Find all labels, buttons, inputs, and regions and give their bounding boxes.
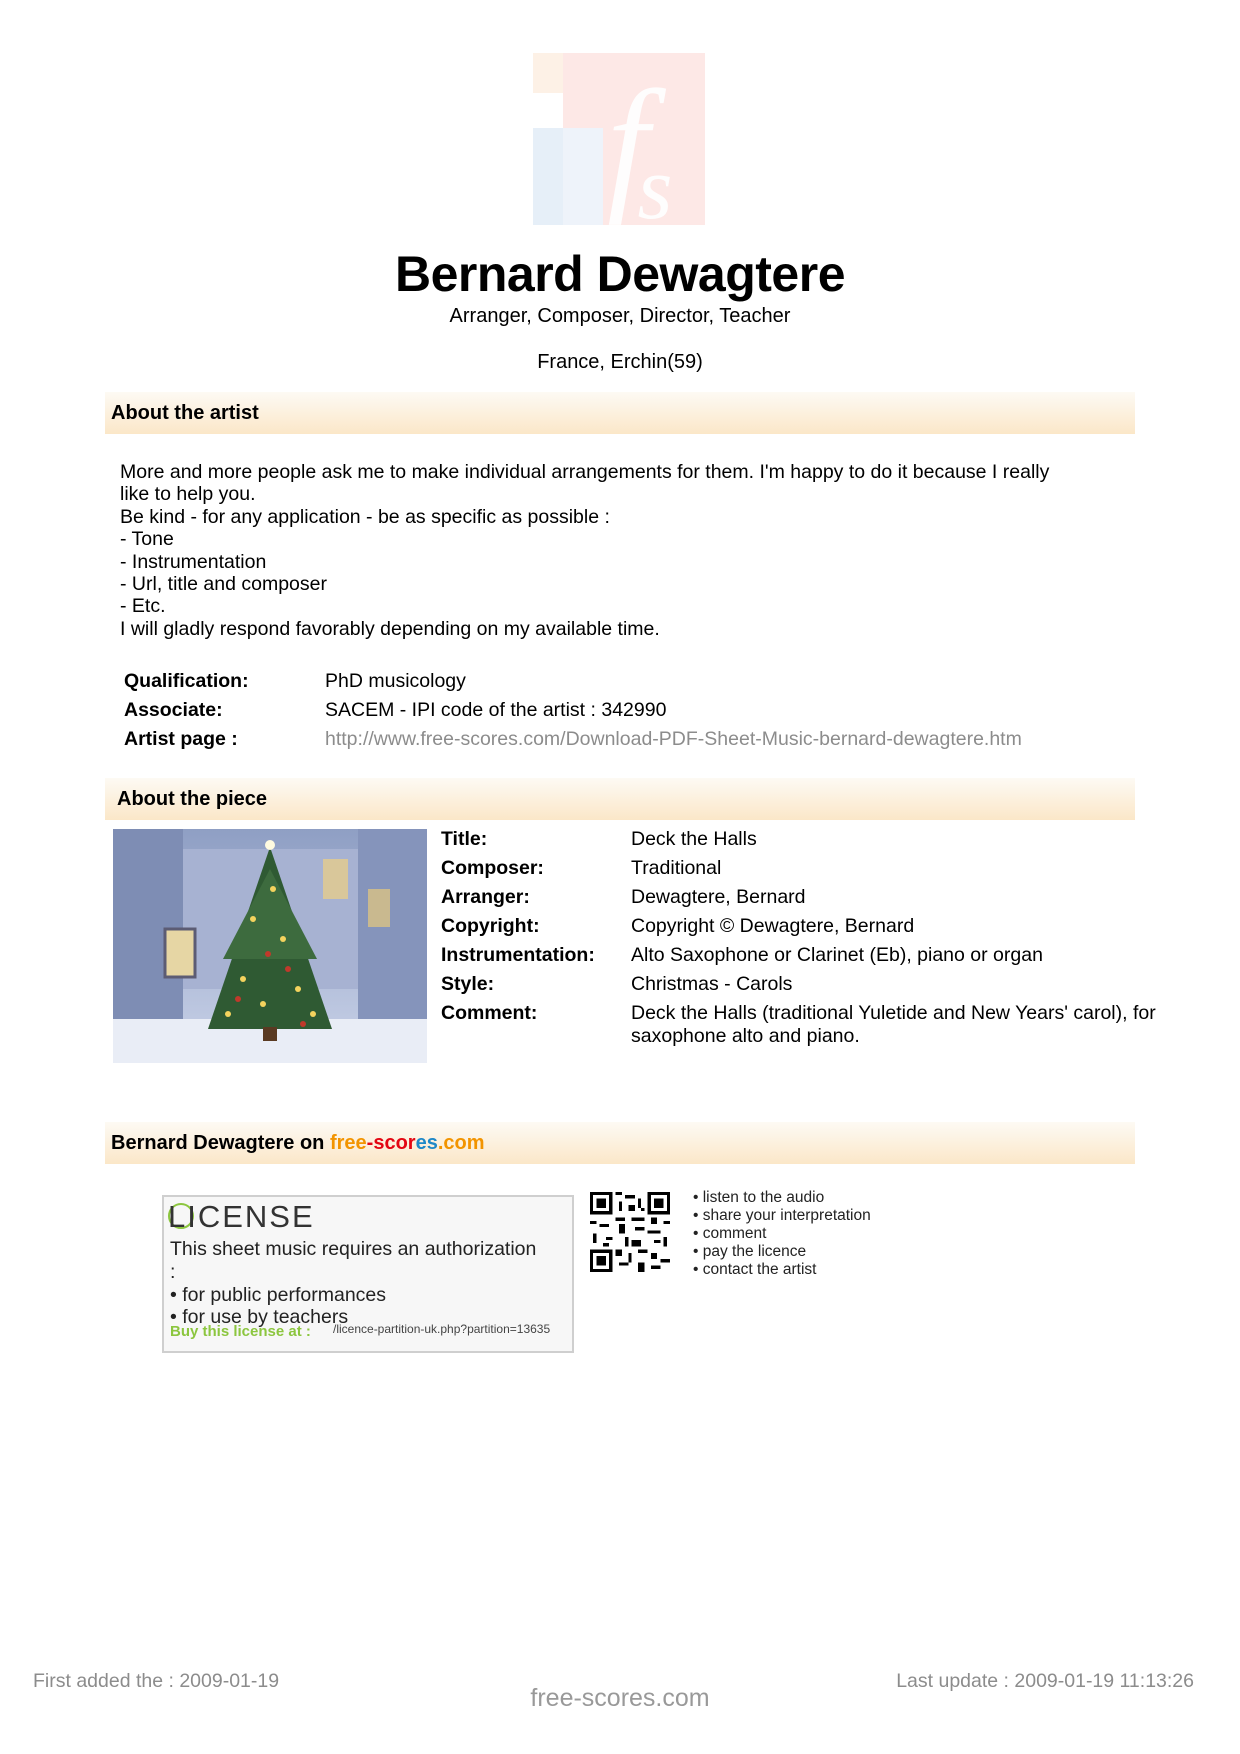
title-label: Title:	[441, 828, 488, 850]
artist-page-label: Artist page :	[124, 728, 238, 750]
style-label: Style:	[441, 973, 495, 995]
comment-label: Comment:	[441, 1002, 538, 1024]
action-share[interactable]: • share your interpretation	[693, 1207, 871, 1224]
copyright-value: Copyright © Dewagtere, Bernard	[631, 915, 915, 937]
license-line: • for use by teachers	[170, 1306, 349, 1328]
about-line: Be kind - for any application - be as specific as possible :	[120, 505, 610, 528]
instrumentation-label: Instrumentation:	[441, 944, 595, 966]
site-part-free: free	[329, 1132, 367, 1154]
about-line: More and more people ask me to make individual arrangements for them. I'm happy to do it because I really	[120, 461, 1050, 483]
svg-text:s: s	[637, 139, 673, 225]
site-part-scor: scor	[373, 1132, 416, 1154]
title-value: Deck the Halls	[631, 828, 757, 850]
about-line: - Tone	[120, 528, 174, 551]
license-line: • for public performances	[170, 1284, 387, 1306]
about-piece-header	[105, 778, 1135, 820]
license-line: This sheet music requires an authorization	[170, 1238, 537, 1260]
license-line: :	[170, 1261, 176, 1283]
comment-value: Deck the Halls (traditional Yuletide and New Years' carol), for	[631, 1002, 1156, 1024]
about-line: - Instrumentation	[120, 550, 267, 573]
action-listen[interactable]: • listen to the audio	[693, 1189, 825, 1206]
about-piece-heading: About the piece	[117, 788, 268, 810]
first-added: First added the : 2009-01-19	[33, 1670, 280, 1692]
about-artist-heading: About the artist	[111, 402, 259, 424]
on-site-header	[105, 1122, 1135, 1164]
associate-value: SACEM - IPI code of the artist : 342990	[325, 699, 667, 721]
qualification-label: Qualification:	[124, 670, 249, 692]
associate-label: Associate:	[124, 699, 223, 721]
artist-location: France, Erchin(59)	[537, 351, 703, 373]
on-site-heading	[111, 1132, 485, 1155]
christmas-tree-image	[113, 829, 427, 1063]
copyright-label: Copyright:	[441, 915, 540, 937]
about-line: - Url, title and composer	[120, 573, 327, 596]
arranger-label: Arranger:	[441, 886, 530, 908]
action-comment[interactable]: • comment	[693, 1225, 767, 1242]
svg-text:f: f	[607, 60, 649, 225]
about-artist-header	[105, 392, 1135, 434]
qr-code[interactable]	[590, 1192, 670, 1272]
site-part-dash: -	[366, 1132, 374, 1154]
footer-logo: free-scores.com	[530, 1684, 710, 1712]
composer-value: Traditional	[631, 857, 722, 879]
on-site-prefix: Bernard Dewagtere on	[111, 1132, 330, 1154]
license-title: LICENSE	[168, 1199, 315, 1234]
about-line: I will gladly respond favorably depending on my available time.	[120, 617, 660, 640]
artist-roles: Arranger, Composer, Director, Teacher	[449, 305, 791, 327]
comment-value-line2: saxophone alto and piano.	[631, 1025, 860, 1047]
arranger-value: Dewagtere, Bernard	[631, 886, 806, 908]
license-buy-label: Buy this license at :	[170, 1323, 311, 1340]
site-part-es: es	[415, 1132, 438, 1154]
action-contact[interactable]: • contact the artist	[693, 1261, 817, 1278]
license-buy-link[interactable]: /licence-partition-uk.php?partition=13635	[333, 1322, 551, 1336]
about-line: - Etc.	[120, 595, 166, 618]
artist-name: Bernard Dewagtere	[395, 246, 845, 302]
about-artist-text	[120, 461, 1130, 640]
qualification-value: PhD musicology	[325, 670, 466, 692]
site-part-com: .com	[437, 1132, 485, 1154]
about-line: like to help you.	[120, 483, 256, 506]
action-pay[interactable]: • pay the licence	[693, 1243, 807, 1260]
style-value: Christmas - Carols	[631, 973, 793, 995]
instrumentation-value: Alto Saxophone or Clarinet (Eb), piano or organ	[631, 944, 1043, 966]
last-update: Last update : 2009-01-19 11:13:26	[896, 1670, 1194, 1692]
artist-page-link[interactable]: http://www.free-scores.com/Download-PDF-Sheet-Music-bernard-dewagtere.htm	[325, 728, 1022, 750]
free-scores-logo-icon	[533, 53, 705, 225]
composer-label: Composer:	[441, 857, 544, 879]
